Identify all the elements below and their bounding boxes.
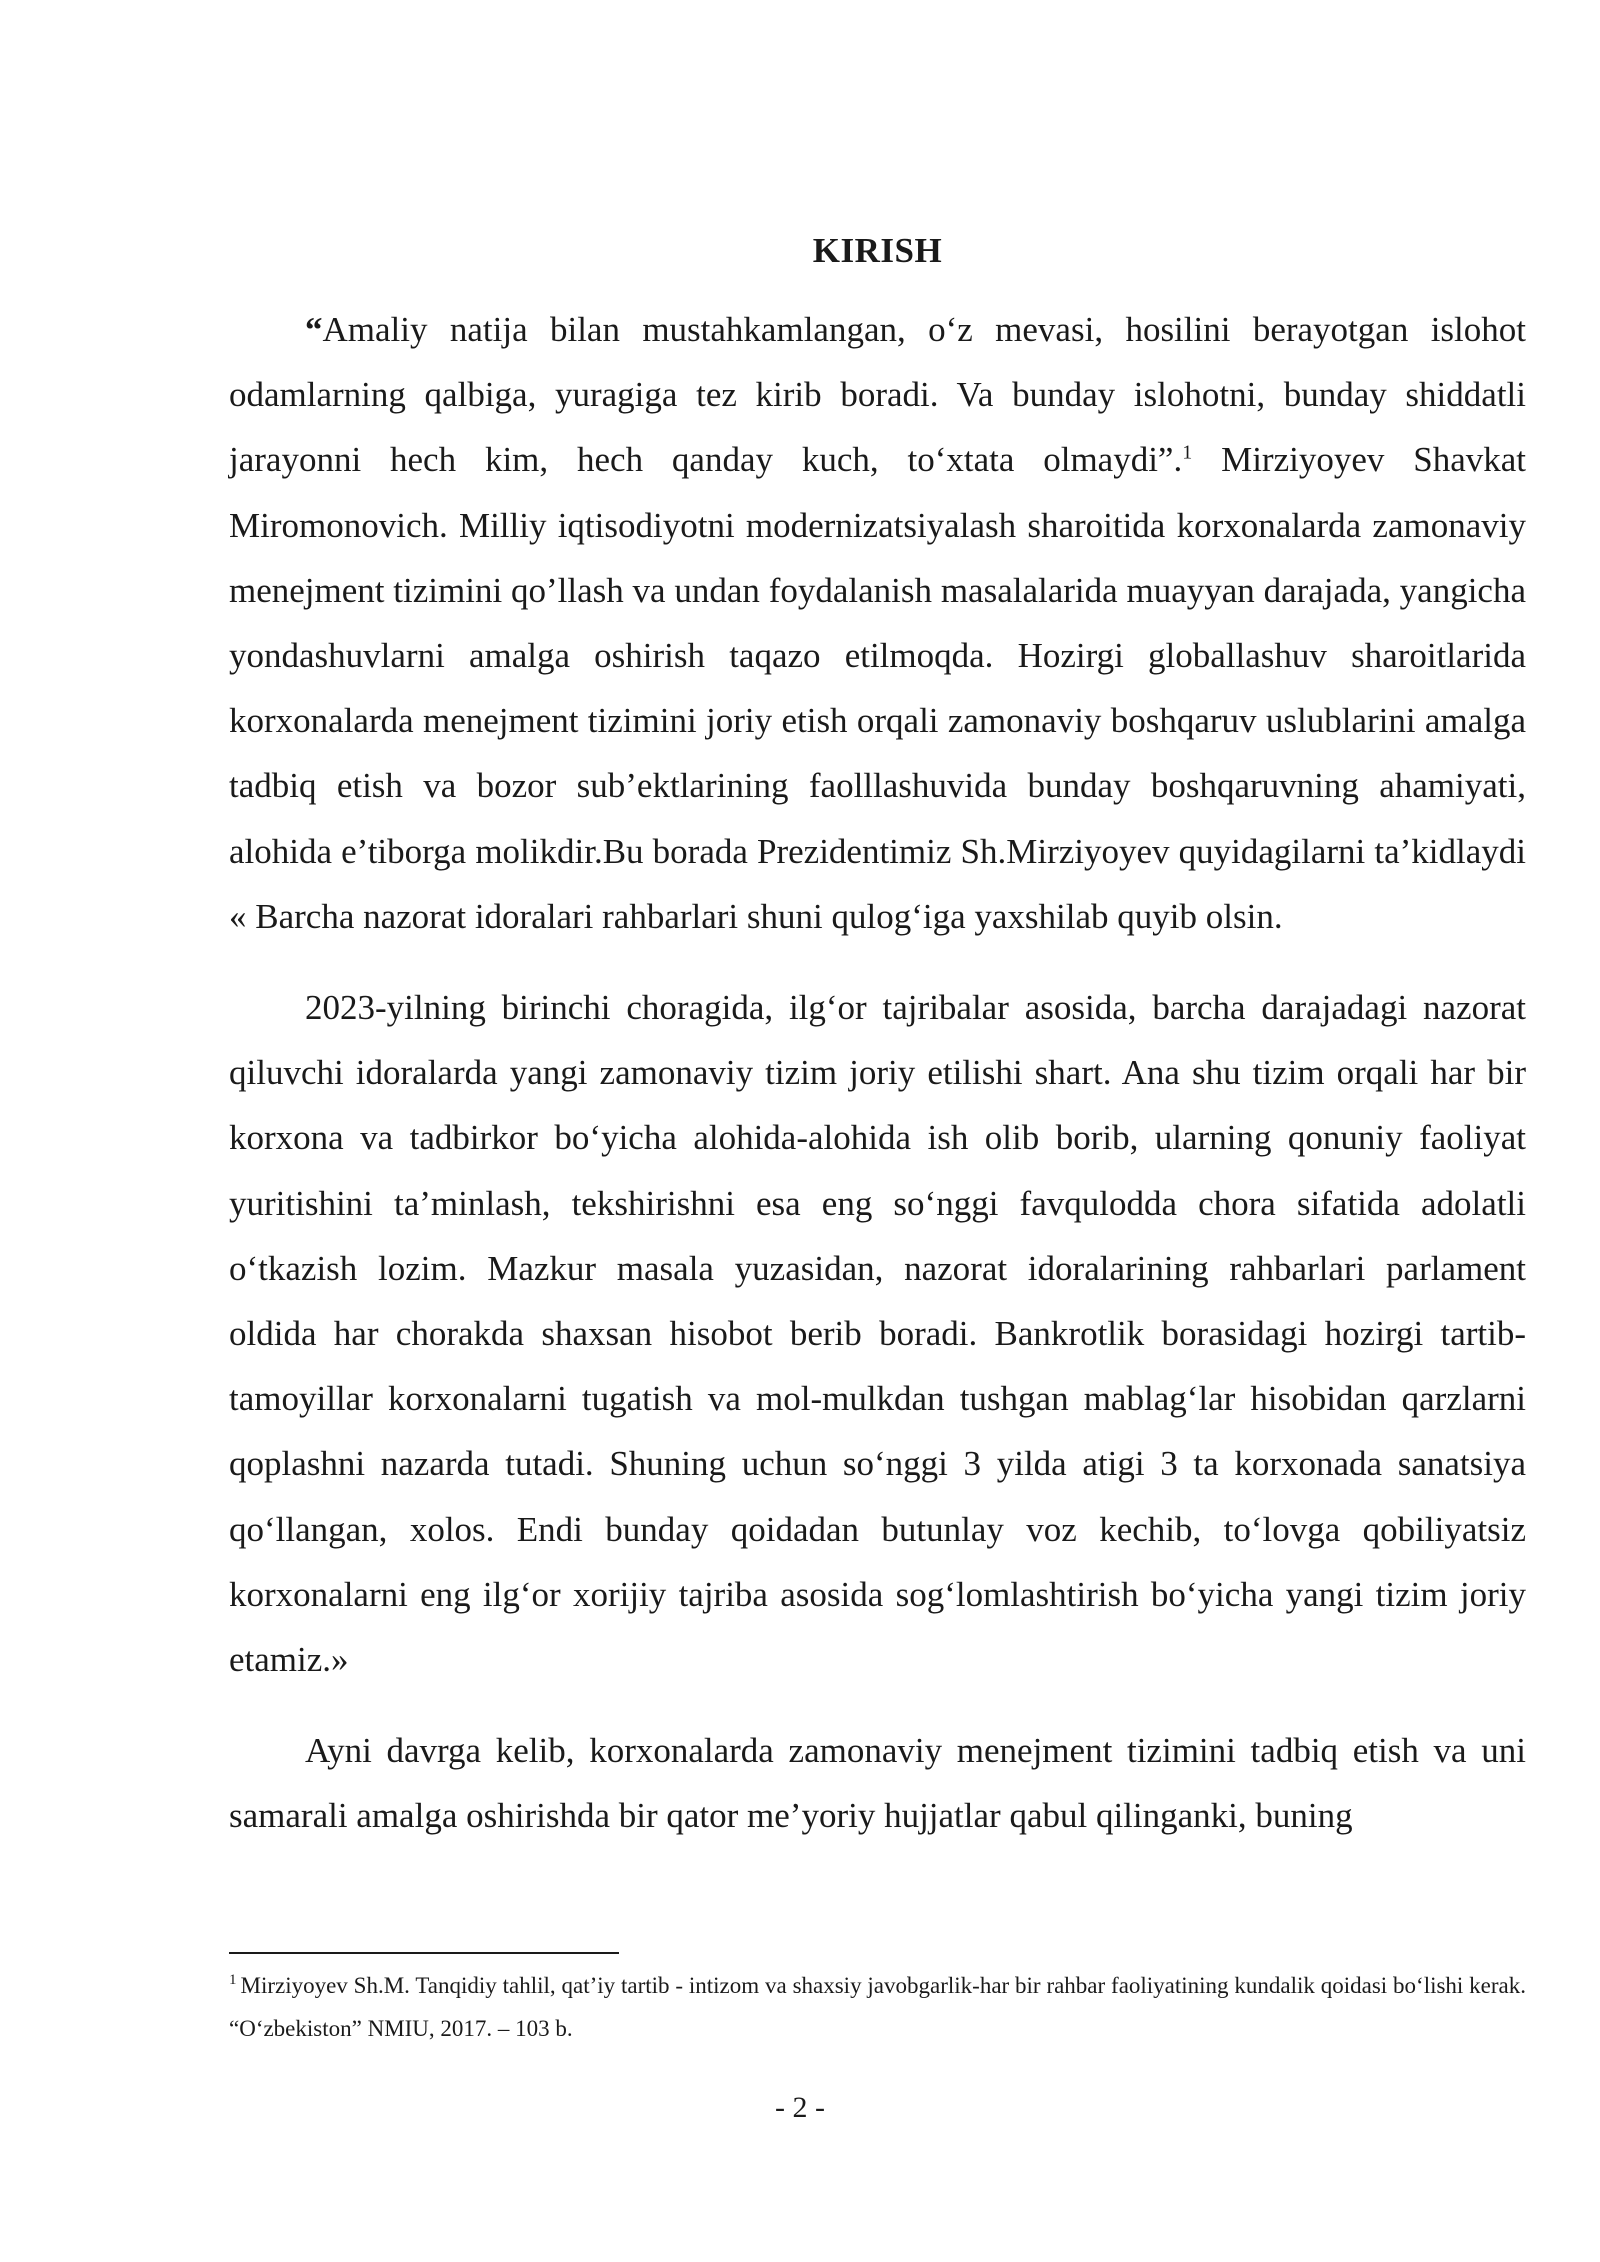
page-title: KIRISH <box>812 231 943 270</box>
page-number: - 2 - <box>775 2091 825 2124</box>
footnote <box>229 1964 1526 2050</box>
footnote-separator <box>229 1952 619 1954</box>
footnote-text: Mirziyoyev Sh.M. Tanqidiy tahlil, qat’iy tartib - intizom va shaxsiy javobgarlik-har bir rahbar faoliyatining kundalik qoidasi bo‘lishi kerak. “O‘zbekiston” NMIU, 2017. – 103 b. <box>229 1973 1526 2041</box>
paragraph-1 <box>229 297 1526 949</box>
footnote-number: 1 <box>229 1972 237 1989</box>
quote-text: Amaliy natija bilan mustahkamlangan, o‘z mevasi, hosilini berayotgan islohot odamlarning qalbiga, yuragiga tez kirib boradi. Va bunday islohotni, bunday shiddatli jarayonni hech kim, hech qanday kuch, to‘xtata olmaydi”. <box>229 310 1526 480</box>
paragraph-3: Ayni davrga kelib, korxonalarda zamonaviy menejment tizimini tadbiq etish va uni samarali amalga oshirishda bir qator me’yoriy hujjatlar qabul qilinganki, buning <box>229 1731 1526 1836</box>
paragraph-1-rest: Mirziyoyev Shavkat Miromonovich. Milliy iqtisodiyotni modernizatsiyalash sharoitida korxonalarda zamonaviy menejment tizimini qo’llash va undan foydalanish masalalarida muayyan darajada, yangicha yondashuvlarni amalga oshirish taqazo etilmoqda. Hozirgi globallashuv sharoitlarida korxonalarda menejment tizimini joriy etish orqali zamonaviy boshqaruv uslublarini amalga tadbiq etish va bozor sub’ektlarining faolllashuvida bunday boshqaruvning ahamiyati, alohida e’tiborga molikdir.Bu borada Prezidentimiz Sh.Mirziyoyev quyidagilarni ta’kidlaydi « Barcha nazorat idoralari rahbarlari shuni qulog‘iga yaxshilab quyib olsin. <box>229 440 1526 936</box>
document-body <box>229 225 1526 1849</box>
paragraph-2: 2023-yilning birinchi choragida, ilg‘or tajribalar asosida, barcha darajadagi nazorat qiluvchi idoralarda yangi zamonaviy tizim joriy etilishi shart. Ana shu tizim orqali har bir korxona va tadbirkor bo‘yicha alohida-alohida ish olib borib, ularning qonuniy faoliyat yuritishini ta’minlash, tekshirishni esa eng so‘nggi favqulodda chora sifatida adolatli o‘tkazish lozim. Mazkur masala yuzasidan, nazorat idoralarining rahbarlari parlament oldida har chorakda shaxsan hisobot berib boradi. Bankrotlik borasidagi hozirgi tartib-tamoyillar korxonalarni tugatish va mol-mulkdan tushgan mablag‘lar hisobidan qarzlarni qoplashni nazarda tutadi. Shuning uchun so‘nggi 3 yilda atigi 3 ta korxonada sanatsiya qo‘llangan, xolos. Endi bunday qoidadan butunlay voz kechib, to‘lovga qobiliyatsiz korxonalarni eng ilg‘or xorijiy tajriba asosida sog‘lomlashtirish bo‘yicha yangi tizim joriy etamiz.» <box>229 988 1526 1680</box>
opening-quote-mark: “ <box>305 310 323 349</box>
footnote-reference[interactable]: 1 <box>1182 441 1193 464</box>
